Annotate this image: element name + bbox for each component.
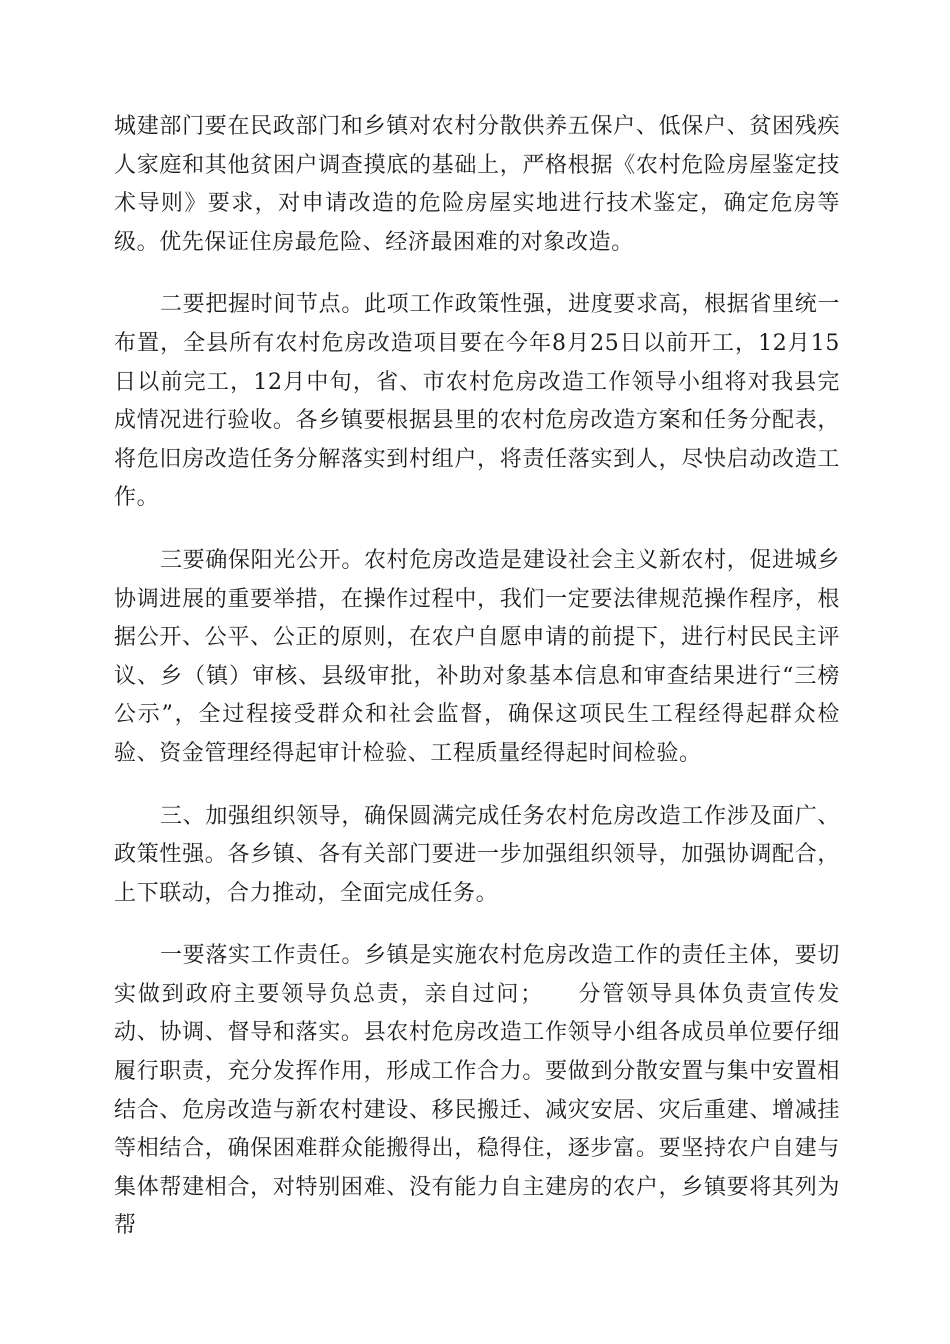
paragraph-section-heading-leadership: 三、加强组织领导，确保圆满完成任务农村危房改造工作涉及面广、政策性强。各乡镇、各有关部门要进一步加强组织领导，加强协调配合，上下联动，合力推动，全面完成任务。 xyxy=(114,803,840,906)
paragraph-responsibility: 一要落实工作责任。乡镇是实施农村危房改造工作的责任主体，要切实做到政府主要领导负总责，亲自过问； 分管领导具体负责宣传发动、协调、督导和落实。县农村危房改造工作领导小组各成员单位要仔细履行职责，充分发挥作用，形成工作合力。要做到分散安置与集中安置相结合、危房改造与新农村建设、移民搬迁、减灾安居、灾后重建、增减挂等相结合，确保困难群众能搬得出，稳得住，逐步富。要坚持农户自建与集体帮建相合，对特别困难、没有能力自主建房的农户，乡镇要将其列为帮 xyxy=(114,943,840,1239)
document-body xyxy=(114,108,840,1270)
paragraph-time-nodes: 二要把握时间节点。此项工作政策性强，进度要求高，根据省里统一布置，全县所有农村危房改造项目要在今年8月25日以前开工，12月15日以前完工，12月中旬，省、市农村危房改造工作领导小组将对我县完成情况进行验收。各乡镇要根据县里的农村危房改造方案和任务分配表，将危旧房改造任务分解落实到村组户，将责任落实到人，尽快启动改造工作。 xyxy=(114,292,840,511)
paragraph-continuation: 城建部门要在民政部门和乡镇对农村分散供养五保户、低保户、贫困残疾人家庭和其他贫困户调查摸底的基础上，严格根据《农村危险房屋鉴定技术导则》要求，对申请改造的危险房屋实地进行技术鉴定，确定危房等级。优先保证住房最危险、经济最困难的对象改造。 xyxy=(114,114,840,255)
paragraph-transparency: 三要确保阳光公开。农村危房改造是建设社会主义新农村，促进城乡协调进展的重要举措，在操作过程中，我们一定要法律规范操作程序，根据公开、公平、公正的原则，在农户自愿申请的前提下，进行村民民主评议、乡（镇）审核、县级审批，补助对象基本信息和审查结果进行“三榜公示”，全过程接受群众和社会监督，确保这项民生工程经得起群众检验、资金管理经得起审计检验、工程质量经得起时间检验。 xyxy=(114,547,840,766)
